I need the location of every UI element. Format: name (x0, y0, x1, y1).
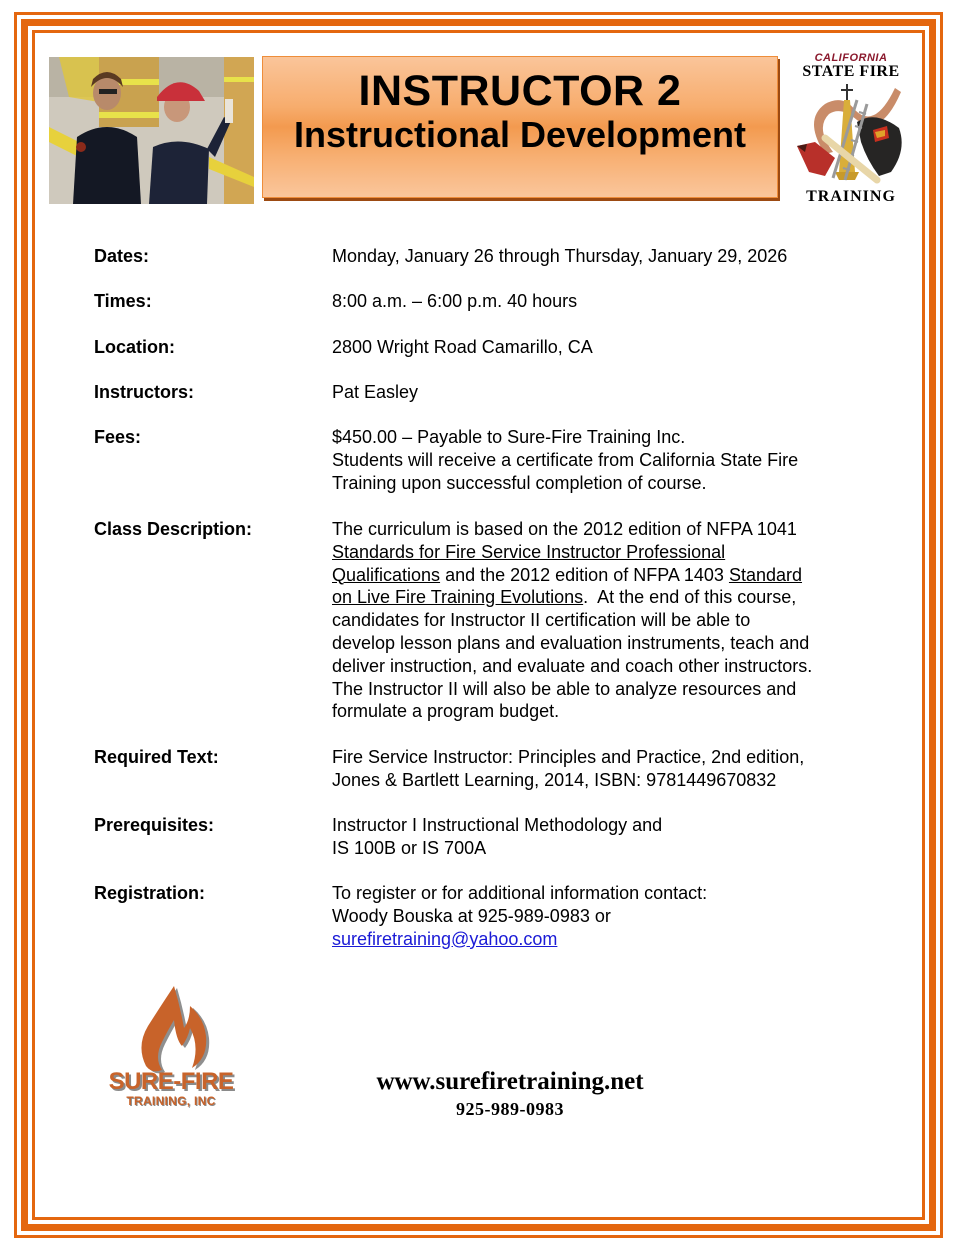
logo-training-text: TRAINING (806, 188, 896, 205)
fees-line: Training upon successful completion of course. (332, 472, 707, 493)
fees-line: Students will receive a certificate from California State Fire (332, 449, 799, 470)
registration-line: Woody Bouska at 925-989-0983 or (332, 905, 611, 926)
prerequisites-value (332, 814, 872, 860)
flame-icon (96, 984, 246, 1074)
times-value: 8:00 a.m. – 6:00 p.m. 40 hours (332, 291, 578, 311)
nfpa-1403-title-cont: on Live Fire Training Evolutions (332, 587, 584, 608)
description-line: deliver instruction, and evaluate and coach other instructors. (332, 655, 813, 676)
photo-illustration-icon (49, 57, 254, 204)
registration-value (332, 882, 872, 950)
dates-value: Monday, January 26 through Thursday, January 29, 2026 (332, 246, 788, 266)
registration-line: To register or for additional information contact: (332, 883, 708, 903)
class-description-label: Class Description: (94, 519, 253, 539)
logo-california-text: CALIFORNIA (814, 52, 888, 64)
required-text-line: Fire Service Instructor: Principles and Practice, 2nd edition, (332, 747, 805, 767)
prerequisite-line: Instructor I Instructional Methodology and (332, 815, 663, 835)
location-label: Location: (94, 337, 175, 357)
description-line: candidates for Instructor II certification will be able to (332, 610, 751, 631)
footer-phone: 925-989-0983 (456, 1099, 564, 1119)
logo-state-fire-text: STATE FIRE (802, 63, 900, 80)
prerequisites-label: Prerequisites: (94, 815, 215, 835)
sure-fire-name: SURE-FIRE (108, 1068, 234, 1095)
email-link[interactable]: surefiretraining@yahoo.com (332, 928, 558, 949)
instructors-label: Instructors: (94, 382, 195, 402)
location-value: 2800 Wright Road Camarillo, CA (332, 337, 593, 357)
course-subtitle: Instructional Development (293, 114, 747, 155)
state-fire-training-logo (793, 50, 909, 210)
times-label: Times: (94, 291, 152, 311)
description-text: . At the end of this course, (583, 587, 797, 608)
nfpa-1041-title: Standards for Fire Service Instructor Professional (332, 541, 726, 562)
dates-label: Dates: (94, 246, 150, 266)
description-line: formulate a program budget. (332, 701, 560, 722)
instructors-photo (49, 57, 254, 204)
nfpa-1403-title: Standard (728, 564, 803, 585)
class-description-value (332, 518, 872, 723)
description-text: and the 2012 edition of NFPA 1403 (440, 564, 729, 585)
fees-value (332, 426, 872, 494)
required-text-line: Jones & Bartlett Learning, 2014, ISBN: 9781449670832 (332, 769, 777, 790)
instructors-value: Pat Easley (332, 382, 419, 402)
required-text-label: Required Text: (94, 747, 219, 767)
description-line: The Instructor II will also be able to analyze resources and (332, 678, 797, 699)
course-title: INSTRUCTOR 2 (358, 67, 682, 115)
fees-label: Fees: (94, 427, 142, 447)
fees-line: $450.00 – Payable to Sure-Fire Training Inc. (332, 427, 686, 447)
required-text-value (332, 746, 872, 792)
registration-label: Registration: (94, 883, 206, 903)
description-line: develop lesson plans and evaluation instruments, teach and (332, 632, 810, 653)
description-line: The curriculum is based on the 2012 edition of NFPA 1041 (332, 519, 797, 539)
sure-fire-logo (96, 984, 246, 1114)
website-link[interactable]: www.surefiretraining.net (376, 1068, 644, 1095)
fire-tools-emblem-icon (795, 80, 907, 188)
nfpa-1041-title-cont: Qualifications (332, 564, 441, 585)
title-banner (262, 56, 778, 198)
prerequisite-line: IS 100B or IS 700A (332, 837, 487, 858)
sure-fire-subtitle: TRAINING, INC (126, 1094, 216, 1108)
